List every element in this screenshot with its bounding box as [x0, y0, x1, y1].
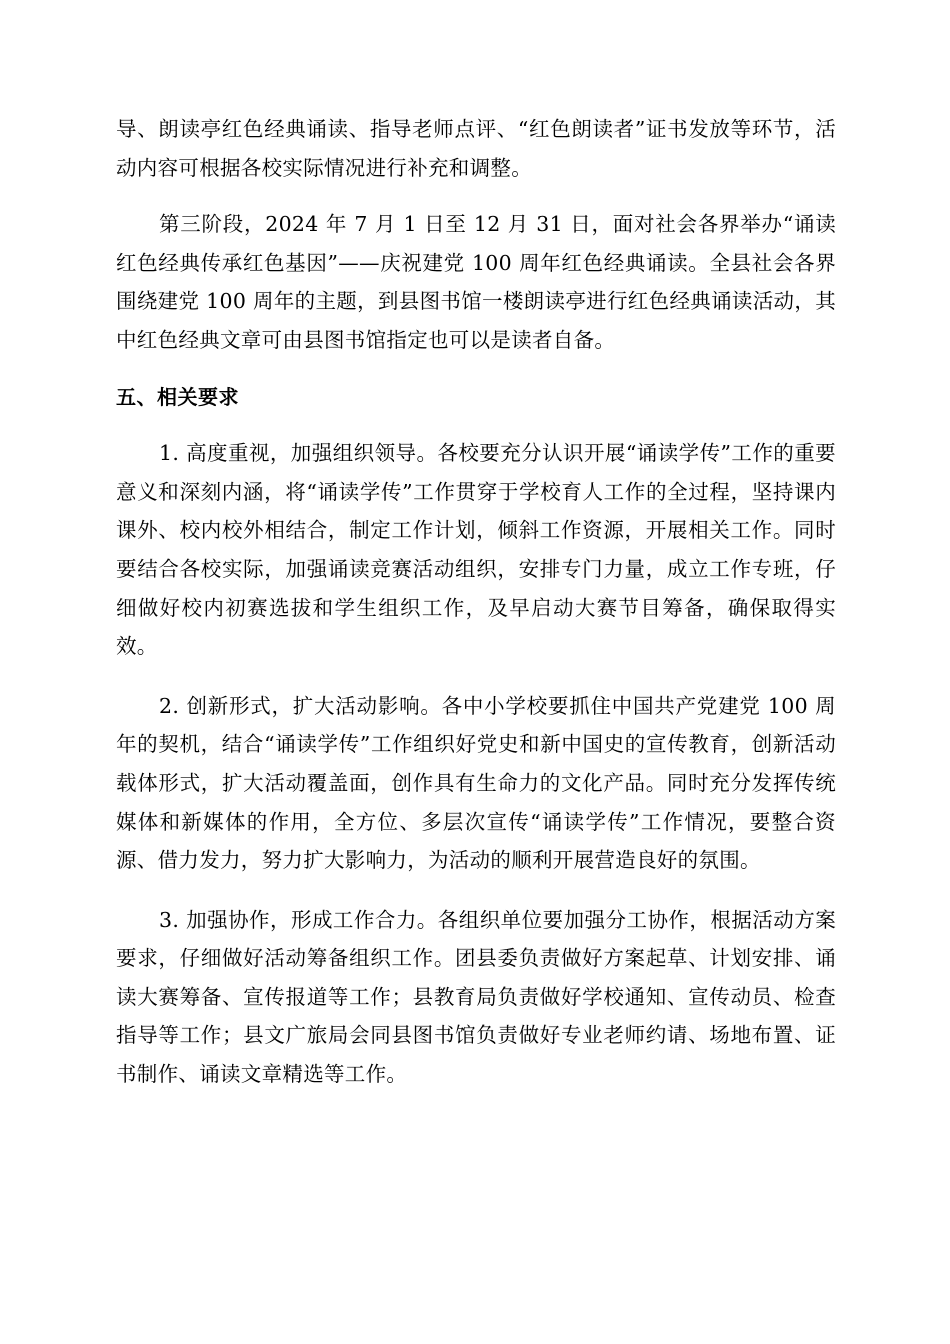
requirement-item-1: 1. 高度重视，加强组织领导。各校要充分认识开展“诵读学传”工作的重要意义和深刻内涵，将“诵读学传”工作贯穿于学校育人工作的全过程，坚持课内课外、校内校外相结合，制定工作计划，倾斜工作资源，开展相关工作。同时要结合各校实际，加强诵读竞赛活动组织，安排专门力量，成立工作专班，仔细做好校内初赛选拔和学生组织工作，及早启动大赛节目筹备，确保取得实效。 — [116, 441, 836, 659]
requirement-item-2: 2. 创新形式，扩大活动影响。各中小学校要抓住中国共产党建党 100 周年的契机，结合“诵读学传”工作组织好党史和新中国史的宣传教育，创新活动载体形式，扩大活动覆盖面，创作具有生命力的文化产品。同时充分发挥传统媒体和新媒体的作用，全方位、多层次宣传“诵读学传”工作情况，要整合资源、借力发力，努力扩大影响力，为活动的顺利开展营造良好的氛围。 — [116, 693, 836, 873]
requirement-item-3: 3. 加强协作，形成工作合力。各组织单位要加强分工协作，根据活动方案要求，仔细做好活动筹备组织工作。团县委负责做好方案起草、计划安排、诵读大赛筹备、宣传报道等工作；县教育局负责做好学校通知、宣传动员、检查指导等工作；县文广旅局会同县图书馆负责做好专业老师约请、场地布置、证书制作、诵读文章精选等工作。 — [116, 907, 836, 1087]
document-page — [116, 110, 836, 1094]
paragraph-stage-three: 第三阶段，2024 年 7 月 1 日至 12 月 31 日，面对社会各界举办“诵读红色经典传承红色基因”——庆祝建党 100 周年红色经典诵读。全县社会各界围绕建党 100 周年的主题，到县图书馆一楼朗读亭进行红色经典诵读活动，其中红色经典文章可由县图书馆指定也可以是读者自备。 — [116, 212, 836, 352]
section-heading: 五、相关要求 — [116, 384, 239, 409]
paragraph-continued: 导、朗读亭红色经典诵读、指导老师点评、“红色朗读者”证书发放等环节，活动内容可根据各校实际情况进行补充和调整。 — [116, 117, 836, 180]
